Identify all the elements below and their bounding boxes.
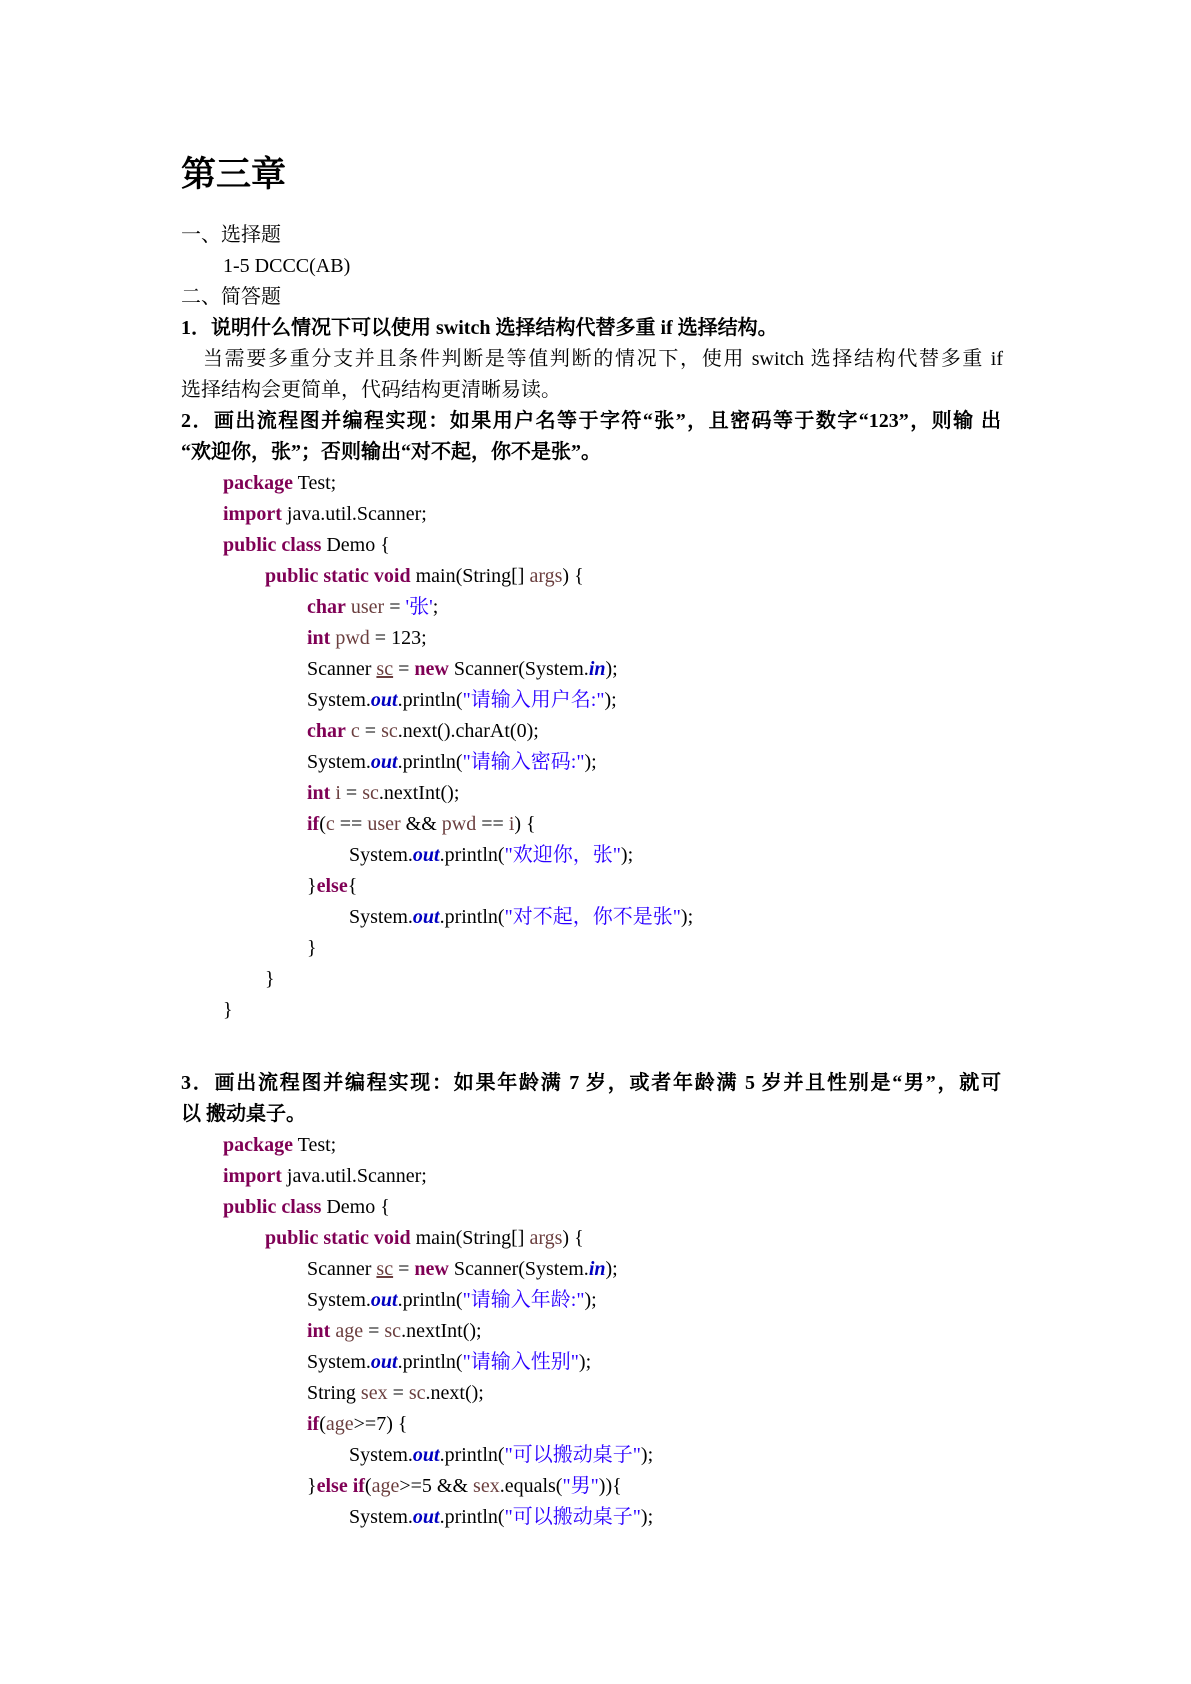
- code-variable: age: [371, 1475, 400, 1497]
- code-text: }: [307, 1475, 317, 1497]
- code-variable: i: [508, 813, 515, 835]
- code-text: =: [387, 1382, 409, 1404]
- code-text: System.: [349, 1444, 413, 1466]
- code-variable: c: [350, 720, 360, 742]
- question-3-line-2: 以 搬动桌子。: [181, 1103, 306, 1125]
- code-line: [223, 530, 390, 561]
- code-line: [307, 716, 539, 747]
- code-line: char user = '张';: [307, 596, 439, 618]
- code-variable: sex: [473, 1475, 500, 1497]
- code-text: .println(: [439, 1444, 505, 1466]
- code-keyword: new: [414, 1258, 449, 1280]
- code-text: }: [265, 968, 275, 990]
- code-keyword: char: [307, 596, 346, 618]
- code-line: [307, 1347, 591, 1378]
- code-line: [265, 561, 584, 592]
- code-text: }: [307, 875, 317, 897]
- code-text: >=7) {: [353, 1413, 408, 1435]
- code-field: out: [370, 1351, 398, 1373]
- code-text: );: [640, 1506, 654, 1528]
- code-text: .println(: [397, 689, 463, 711]
- code-text: }: [223, 999, 233, 1021]
- code-keyword: int: [307, 627, 331, 649]
- code-text: }: [307, 937, 317, 959]
- code-field: out: [412, 1444, 440, 1466]
- code-field: out: [412, 1506, 440, 1528]
- code-string: "请输入密码:": [462, 751, 585, 773]
- code-text: );: [605, 1258, 618, 1280]
- code-text: Scanner: [307, 1258, 377, 1280]
- code-variable: age: [335, 1320, 364, 1342]
- code-text: Demo {: [321, 1196, 390, 1218]
- code-text: .nextInt();: [378, 782, 460, 804]
- code-variable: sc: [381, 720, 398, 742]
- code-text: ==: [476, 813, 509, 835]
- code-line: [349, 840, 633, 871]
- code-string: "请输入用户名:": [462, 689, 605, 711]
- code-text: java.util.Scanner;: [281, 503, 427, 525]
- code-text: =: [393, 658, 415, 680]
- code-text: =: [393, 1258, 415, 1280]
- code-field: in: [588, 1258, 606, 1280]
- code-line: [223, 1161, 427, 1192]
- code-text: .println(: [439, 844, 505, 866]
- code-text: main(String[]: [410, 565, 530, 587]
- code-keyword: import: [223, 1165, 282, 1187]
- code-keyword: package: [223, 472, 293, 494]
- code-keyword: public class: [223, 1196, 322, 1218]
- code-string: "请输入年龄:": [462, 1289, 585, 1311]
- code-keyword: public static void: [265, 565, 411, 587]
- code-text: .next();: [425, 1382, 484, 1404]
- chapter-title: 第三章: [181, 155, 287, 195]
- code-variable: user: [350, 596, 385, 618]
- code-text: =: [363, 1320, 385, 1342]
- code-keyword: char: [307, 720, 346, 742]
- code-line: [307, 871, 357, 902]
- code-string: "欢迎你，张": [504, 844, 621, 866]
- answer-1-line-2: 选择结构会更简单，代码结构更清晰易读。: [181, 379, 561, 401]
- code-variable: i: [335, 782, 341, 804]
- code-keyword: import: [223, 503, 282, 525]
- code-text: ) {: [562, 565, 584, 587]
- code-line: [307, 1471, 622, 1502]
- code-variable: sc: [362, 782, 379, 804]
- code-string: '张': [405, 596, 433, 618]
- code-text: );: [604, 689, 617, 711]
- code-line: [307, 685, 617, 716]
- code-text: (: [319, 1413, 326, 1435]
- code-keyword: new: [414, 658, 449, 680]
- code-line: [265, 964, 275, 995]
- code-text: String: [307, 1382, 361, 1404]
- code-text: );: [640, 1444, 654, 1466]
- code-text: java.util.Scanner;: [281, 1165, 427, 1187]
- code-line: [265, 1223, 584, 1254]
- code-string: "男": [562, 1475, 599, 1497]
- code-text: ==: [334, 813, 368, 835]
- question-2-line-1: 2．画出流程图并编程实现：如果用户名等于字符“张”，且密码等于数字“123”，则输 出: [181, 410, 1001, 432]
- code-string: "对不起，你不是张": [504, 906, 681, 928]
- code-text: .println(: [439, 1506, 505, 1528]
- code-text: =: [359, 720, 382, 742]
- code-text: main(String[]: [410, 1227, 530, 1249]
- code-text: =: [340, 782, 363, 804]
- code-text: Scanner: [307, 658, 377, 680]
- code-line: [307, 654, 618, 685]
- code-line: [223, 995, 233, 1026]
- code-variable: args: [529, 1227, 563, 1249]
- code-variable: sc: [376, 658, 394, 680]
- code-line: [307, 1378, 484, 1409]
- code-variable: pwd: [335, 627, 370, 649]
- code-keyword: int: [307, 782, 331, 804]
- code-string: "可以搬动桌子": [504, 1506, 641, 1528]
- code-line: [307, 623, 427, 654]
- code-text: .println(: [397, 1289, 463, 1311]
- code-line: [307, 933, 317, 964]
- code-text: Demo {: [321, 534, 390, 556]
- code-text: .equals(: [499, 1475, 563, 1497]
- code-field: out: [412, 906, 440, 928]
- code-text: );: [605, 658, 618, 680]
- code-text: System.: [349, 906, 413, 928]
- code-variable: age: [325, 1413, 354, 1435]
- code-line: [307, 1409, 407, 1440]
- code-line: [307, 809, 536, 840]
- code-variable: pwd: [441, 813, 477, 835]
- code-variable: c: [325, 813, 335, 835]
- code-keyword: if: [307, 813, 320, 835]
- code-text: )){: [598, 1475, 622, 1497]
- code-text: =: [384, 596, 406, 618]
- code-text: .println(: [439, 906, 505, 928]
- code-keyword: else: [316, 875, 348, 897]
- code-variable: args: [529, 565, 563, 587]
- answer-1-line-1: 当需要多重分支并且条件判断是等值判断的情况下，使用 switch 选择结构代替多重 if: [203, 348, 1003, 370]
- code-line: [223, 1192, 390, 1223]
- code-text: .nextInt();: [401, 1320, 482, 1342]
- question-2-line-2: “欢迎你，张”；否则输出“对不起，你不是张”。: [181, 441, 601, 463]
- choice-answer: 1-5 DCCC(AB): [223, 255, 351, 277]
- code-line: [307, 778, 459, 809]
- code-text: = 123;: [369, 627, 427, 649]
- code-text: System.: [307, 1351, 371, 1373]
- code-field: out: [412, 844, 440, 866]
- code-line: [349, 902, 693, 933]
- code-keyword: public class: [223, 534, 322, 556]
- code-string: "请输入性别": [462, 1351, 579, 1373]
- code-text: Test;: [293, 472, 337, 494]
- code-line: [307, 1254, 618, 1285]
- code-text: .println(: [397, 751, 463, 773]
- code-variable: sc: [384, 1320, 402, 1342]
- code-text: System.: [349, 1506, 413, 1528]
- code-text: .next().charAt(0);: [397, 720, 539, 742]
- choice-heading: 一、选择题: [181, 224, 281, 246]
- code-line: [223, 1130, 336, 1161]
- code-field: in: [588, 658, 606, 680]
- code-text: System.: [307, 751, 371, 773]
- code-keyword: package: [223, 1134, 293, 1156]
- code-keyword: if: [307, 1413, 320, 1435]
- code-text: (: [319, 813, 326, 835]
- code-text: );: [680, 906, 694, 928]
- code-variable: user: [367, 813, 401, 835]
- code-text: (: [364, 1475, 372, 1497]
- code-text: System.: [307, 689, 371, 711]
- code-variable: sc: [376, 1258, 394, 1280]
- code-line: [307, 1285, 597, 1316]
- code-text: System.: [349, 844, 413, 866]
- code-field: out: [370, 751, 398, 773]
- code-line: [349, 1502, 653, 1533]
- code-variable: sex: [360, 1382, 388, 1404]
- code-keyword: int: [307, 1320, 331, 1342]
- code-text: );: [578, 1351, 592, 1373]
- code-line: [223, 468, 336, 499]
- code-text: Scanner(System.: [448, 658, 589, 680]
- code-line: [307, 1316, 482, 1347]
- code-line: [307, 747, 597, 778]
- code-text: Test;: [293, 1134, 337, 1156]
- code-text: ) {: [514, 813, 536, 835]
- code-keyword: public static void: [265, 1227, 411, 1249]
- code-text: &&: [400, 813, 442, 835]
- code-keyword: else if: [316, 1475, 365, 1497]
- code-text: );: [584, 1289, 597, 1311]
- code-variable: sc: [408, 1382, 426, 1404]
- code-field: out: [370, 689, 398, 711]
- code-text: {: [347, 875, 358, 897]
- code-text: System.: [307, 1289, 371, 1311]
- question-3-line-1: 3．画出流程图并编程实现：如果年龄满 7 岁，或者年龄满 5 岁并且性别是“男”，就可: [181, 1072, 1001, 1094]
- code-line: [223, 499, 427, 530]
- code-field: out: [370, 1289, 398, 1311]
- code-text: >=5 &&: [399, 1475, 474, 1497]
- code-text: Scanner(System.: [448, 1258, 589, 1280]
- code-line: [349, 1440, 653, 1471]
- code-text: );: [584, 751, 597, 773]
- question-1: 1．说明什么情况下可以使用 switch 选择结构代替多重 if 选择结构。: [181, 317, 778, 339]
- code-text: );: [620, 844, 634, 866]
- code-text: .println(: [397, 1351, 463, 1373]
- code-text: ) {: [562, 1227, 584, 1249]
- short-answer-heading: 二、简答题: [181, 286, 281, 308]
- code-string: "可以搬动桌子": [504, 1444, 641, 1466]
